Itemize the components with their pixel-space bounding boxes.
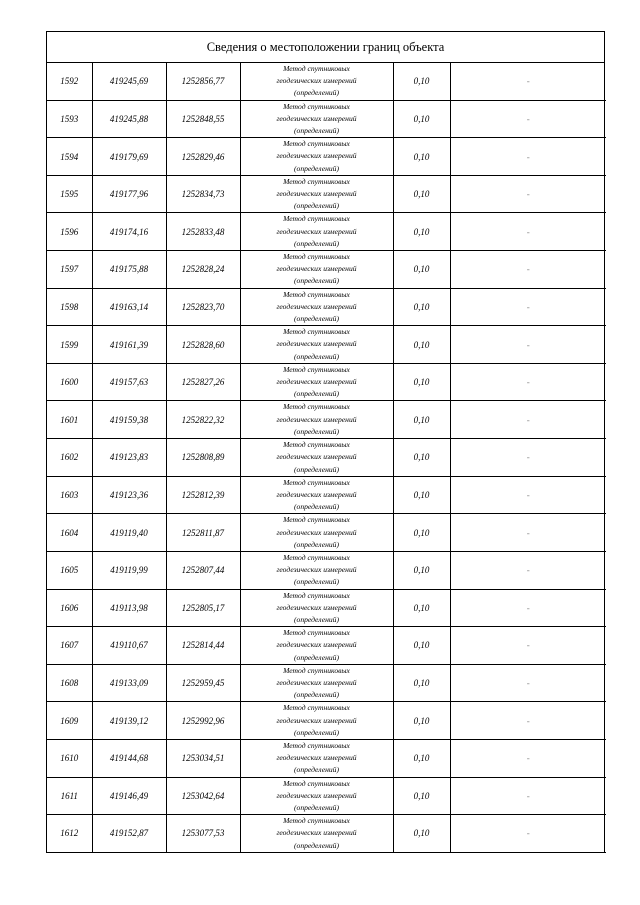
y-coordinate-cell: 1252834,73 [166,175,240,213]
method-line: геодезических измерений [276,76,357,86]
point-number-cell: 1598 [47,288,92,326]
x-coordinate-cell: 419123,36 [92,476,166,514]
method-line: Метод спутниковых [283,515,350,525]
method-cell [240,138,393,176]
point-number-cell: 1606 [47,589,92,627]
method-cell [240,815,393,853]
note-cell: - [450,627,606,665]
y-coordinate-cell: 1252822,32 [166,401,240,439]
accuracy-cell: 0,10 [393,175,450,213]
table-body [47,63,606,852]
point-number-cell: 1608 [47,664,92,702]
method-cell [240,514,393,552]
accuracy-cell: 0,10 [393,627,450,665]
method-line: Метод спутниковых [283,364,350,374]
table-row [47,363,606,401]
method-line: Метод спутниковых [283,139,350,149]
y-coordinate-cell: 1253077,53 [166,815,240,853]
method-line: Метод спутниковых [283,176,350,186]
accuracy-cell: 0,10 [393,815,450,853]
note-cell: - [450,476,606,514]
y-coordinate-cell: 1252856,77 [166,63,240,100]
y-coordinate-cell: 1252959,45 [166,664,240,702]
table-row [47,326,606,364]
accuracy-cell: 0,10 [393,439,450,477]
y-coordinate-cell: 1252828,60 [166,326,240,364]
y-coordinate-cell: 1252827,26 [166,363,240,401]
x-coordinate-cell: 419119,40 [92,514,166,552]
method-line: геодезических измерений [276,377,357,387]
table-row [47,702,606,740]
method-line: геодезических измерений [276,527,357,537]
method-cell [240,439,393,477]
y-coordinate-cell: 1253042,64 [166,777,240,815]
accuracy-cell: 0,10 [393,476,450,514]
method-line: геодезических измерений [276,715,357,725]
method-cell [240,551,393,589]
method-line: Метод спутниковых [283,440,350,450]
note-cell: - [450,777,606,815]
method-line: геодезических измерений [276,452,357,462]
note-cell: - [450,401,606,439]
point-number-cell: 1594 [47,138,92,176]
method-cell [240,627,393,665]
method-line: геодезических измерений [276,226,357,236]
accuracy-cell: 0,10 [393,251,450,289]
method-line: геодезических измерений [276,565,357,575]
x-coordinate-cell: 419110,67 [92,627,166,665]
method-cell [240,213,393,251]
point-number-cell: 1612 [47,815,92,853]
x-coordinate-cell: 419175,88 [92,251,166,289]
y-coordinate-cell: 1252828,24 [166,251,240,289]
y-coordinate-cell: 1252812,39 [166,476,240,514]
y-coordinate-cell: 1252992,96 [166,702,240,740]
note-cell: - [450,363,606,401]
method-line: Метод спутниковых [283,402,350,412]
accuracy-cell: 0,10 [393,514,450,552]
method-line: геодезических измерений [276,602,357,612]
table-title: Сведения о местоположении границ объекта [47,32,604,63]
method-line: (определений) [294,238,339,248]
point-number-cell: 1596 [47,213,92,251]
method-line: Метод спутниковых [283,64,350,73]
y-coordinate-cell: 1253034,51 [166,739,240,777]
method-line: (определений) [294,276,339,286]
method-line: Метод спутниковых [283,252,350,262]
x-coordinate-cell: 419161,39 [92,326,166,364]
y-coordinate-cell: 1252814,44 [166,627,240,665]
method-cell [240,100,393,138]
method-line: геодезических измерений [276,828,357,838]
x-coordinate-cell: 419144,68 [92,739,166,777]
x-coordinate-cell: 419139,12 [92,702,166,740]
method-cell [240,63,393,100]
method-cell [240,363,393,401]
accuracy-cell: 0,10 [393,100,450,138]
note-cell: - [450,589,606,627]
x-coordinate-cell: 419245,88 [92,100,166,138]
x-coordinate-cell: 419152,87 [92,815,166,853]
method-line: геодезических измерений [276,113,357,123]
boundary-points-table [47,63,606,853]
x-coordinate-cell: 419123,83 [92,439,166,477]
note-cell: - [450,739,606,777]
note-cell: - [450,815,606,853]
method-line: (определений) [294,464,339,474]
note-cell: - [450,326,606,364]
method-line: (определений) [294,577,339,587]
method-line: Метод спутниковых [283,214,350,224]
method-line: (определений) [294,652,339,662]
method-line: (определений) [294,201,339,211]
note-cell: - [450,138,606,176]
method-cell [240,589,393,627]
method-line: геодезических измерений [276,489,357,499]
method-cell [240,702,393,740]
method-line: (определений) [294,539,339,549]
table-row [47,514,606,552]
method-line: (определений) [294,727,339,737]
accuracy-cell: 0,10 [393,363,450,401]
note-cell: - [450,702,606,740]
y-coordinate-cell: 1252808,89 [166,439,240,477]
x-coordinate-cell: 419177,96 [92,175,166,213]
accuracy-cell: 0,10 [393,401,450,439]
method-cell [240,664,393,702]
point-number-cell: 1597 [47,251,92,289]
x-coordinate-cell: 419174,16 [92,213,166,251]
method-cell [240,739,393,777]
method-line: (определений) [294,840,339,850]
method-line: Метод спутниковых [283,590,350,600]
x-coordinate-cell: 419163,14 [92,288,166,326]
y-coordinate-cell: 1252811,87 [166,514,240,552]
y-coordinate-cell: 1252829,46 [166,138,240,176]
method-line: Метод спутниковых [283,552,350,562]
method-line: геодезических измерений [276,339,357,349]
method-cell [240,326,393,364]
method-line: Метод спутниковых [283,778,350,788]
method-line: Метод спутниковых [283,327,350,337]
point-number-cell: 1605 [47,551,92,589]
point-number-cell: 1603 [47,476,92,514]
method-line: (определений) [294,614,339,624]
method-line: геодезических измерений [276,753,357,763]
table-row [47,251,606,289]
point-number-cell: 1607 [47,627,92,665]
method-cell [240,175,393,213]
table-row [47,138,606,176]
method-line: (определений) [294,163,339,173]
table-row [47,777,606,815]
table-row [47,175,606,213]
x-coordinate-cell: 419119,99 [92,551,166,589]
x-coordinate-cell: 419245,69 [92,63,166,100]
y-coordinate-cell: 1252807,44 [166,551,240,589]
method-line: геодезических измерений [276,189,357,199]
method-line: (определений) [294,426,339,436]
method-line: Метод спутниковых [283,740,350,750]
point-number-cell: 1604 [47,514,92,552]
accuracy-cell: 0,10 [393,288,450,326]
y-coordinate-cell: 1252805,17 [166,589,240,627]
y-coordinate-cell: 1252848,55 [166,100,240,138]
x-coordinate-cell: 419146,49 [92,777,166,815]
method-line: Метод спутниковых [283,628,350,638]
method-line: геодезических измерений [276,640,357,650]
method-line: геодезических измерений [276,677,357,687]
note-cell: - [450,551,606,589]
note-cell: - [450,664,606,702]
note-cell: - [450,288,606,326]
method-line: Метод спутниковых [283,477,350,487]
note-cell: - [450,175,606,213]
accuracy-cell: 0,10 [393,326,450,364]
note-cell: - [450,63,606,100]
boundary-table-sheet [46,31,605,853]
method-line: (определений) [294,765,339,775]
method-cell [240,251,393,289]
method-line: геодезических измерений [276,301,357,311]
table-row [47,739,606,777]
note-cell: - [450,439,606,477]
accuracy-cell: 0,10 [393,702,450,740]
table-row [47,815,606,853]
note-cell: - [450,251,606,289]
note-cell: - [450,100,606,138]
table-row [47,100,606,138]
method-line: геодезических измерений [276,414,357,424]
method-line: Метод спутниковых [283,101,350,111]
table-row [47,213,606,251]
y-coordinate-cell: 1252823,70 [166,288,240,326]
method-line: (определений) [294,314,339,324]
accuracy-cell: 0,10 [393,589,450,627]
point-number-cell: 1611 [47,777,92,815]
method-line: геодезических измерений [276,264,357,274]
table-row [47,63,606,100]
method-line: Метод спутниковых [283,816,350,826]
method-line: (определений) [294,351,339,361]
accuracy-cell: 0,10 [393,739,450,777]
x-coordinate-cell: 419113,98 [92,589,166,627]
method-line: (определений) [294,88,339,98]
point-number-cell: 1592 [47,63,92,100]
table-row [47,551,606,589]
x-coordinate-cell: 419179,69 [92,138,166,176]
point-number-cell: 1600 [47,363,92,401]
method-cell [240,476,393,514]
y-coordinate-cell: 1252833,48 [166,213,240,251]
x-coordinate-cell: 419133,09 [92,664,166,702]
method-line: геодезических измерений [276,790,357,800]
method-line: (определений) [294,126,339,136]
accuracy-cell: 0,10 [393,664,450,702]
method-line: (определений) [294,690,339,700]
point-number-cell: 1595 [47,175,92,213]
table-row [47,589,606,627]
point-number-cell: 1610 [47,739,92,777]
note-cell: - [450,514,606,552]
method-cell [240,288,393,326]
method-line: геодезических измерений [276,151,357,161]
accuracy-cell: 0,10 [393,63,450,100]
accuracy-cell: 0,10 [393,551,450,589]
x-coordinate-cell: 419157,63 [92,363,166,401]
method-line: (определений) [294,502,339,512]
table-row [47,401,606,439]
method-line: Метод спутниковых [283,665,350,675]
method-line: (определений) [294,389,339,399]
point-number-cell: 1599 [47,326,92,364]
method-line: Метод спутниковых [283,703,350,713]
accuracy-cell: 0,10 [393,138,450,176]
point-number-cell: 1602 [47,439,92,477]
point-number-cell: 1609 [47,702,92,740]
point-number-cell: 1601 [47,401,92,439]
method-cell [240,401,393,439]
point-number-cell: 1593 [47,100,92,138]
method-cell [240,777,393,815]
table-row [47,288,606,326]
table-row [47,439,606,477]
accuracy-cell: 0,10 [393,777,450,815]
table-row [47,476,606,514]
table-row [47,627,606,665]
method-line: Метод спутниковых [283,289,350,299]
accuracy-cell: 0,10 [393,213,450,251]
method-line: (определений) [294,802,339,812]
note-cell: - [450,213,606,251]
x-coordinate-cell: 419159,38 [92,401,166,439]
table-row [47,664,606,702]
